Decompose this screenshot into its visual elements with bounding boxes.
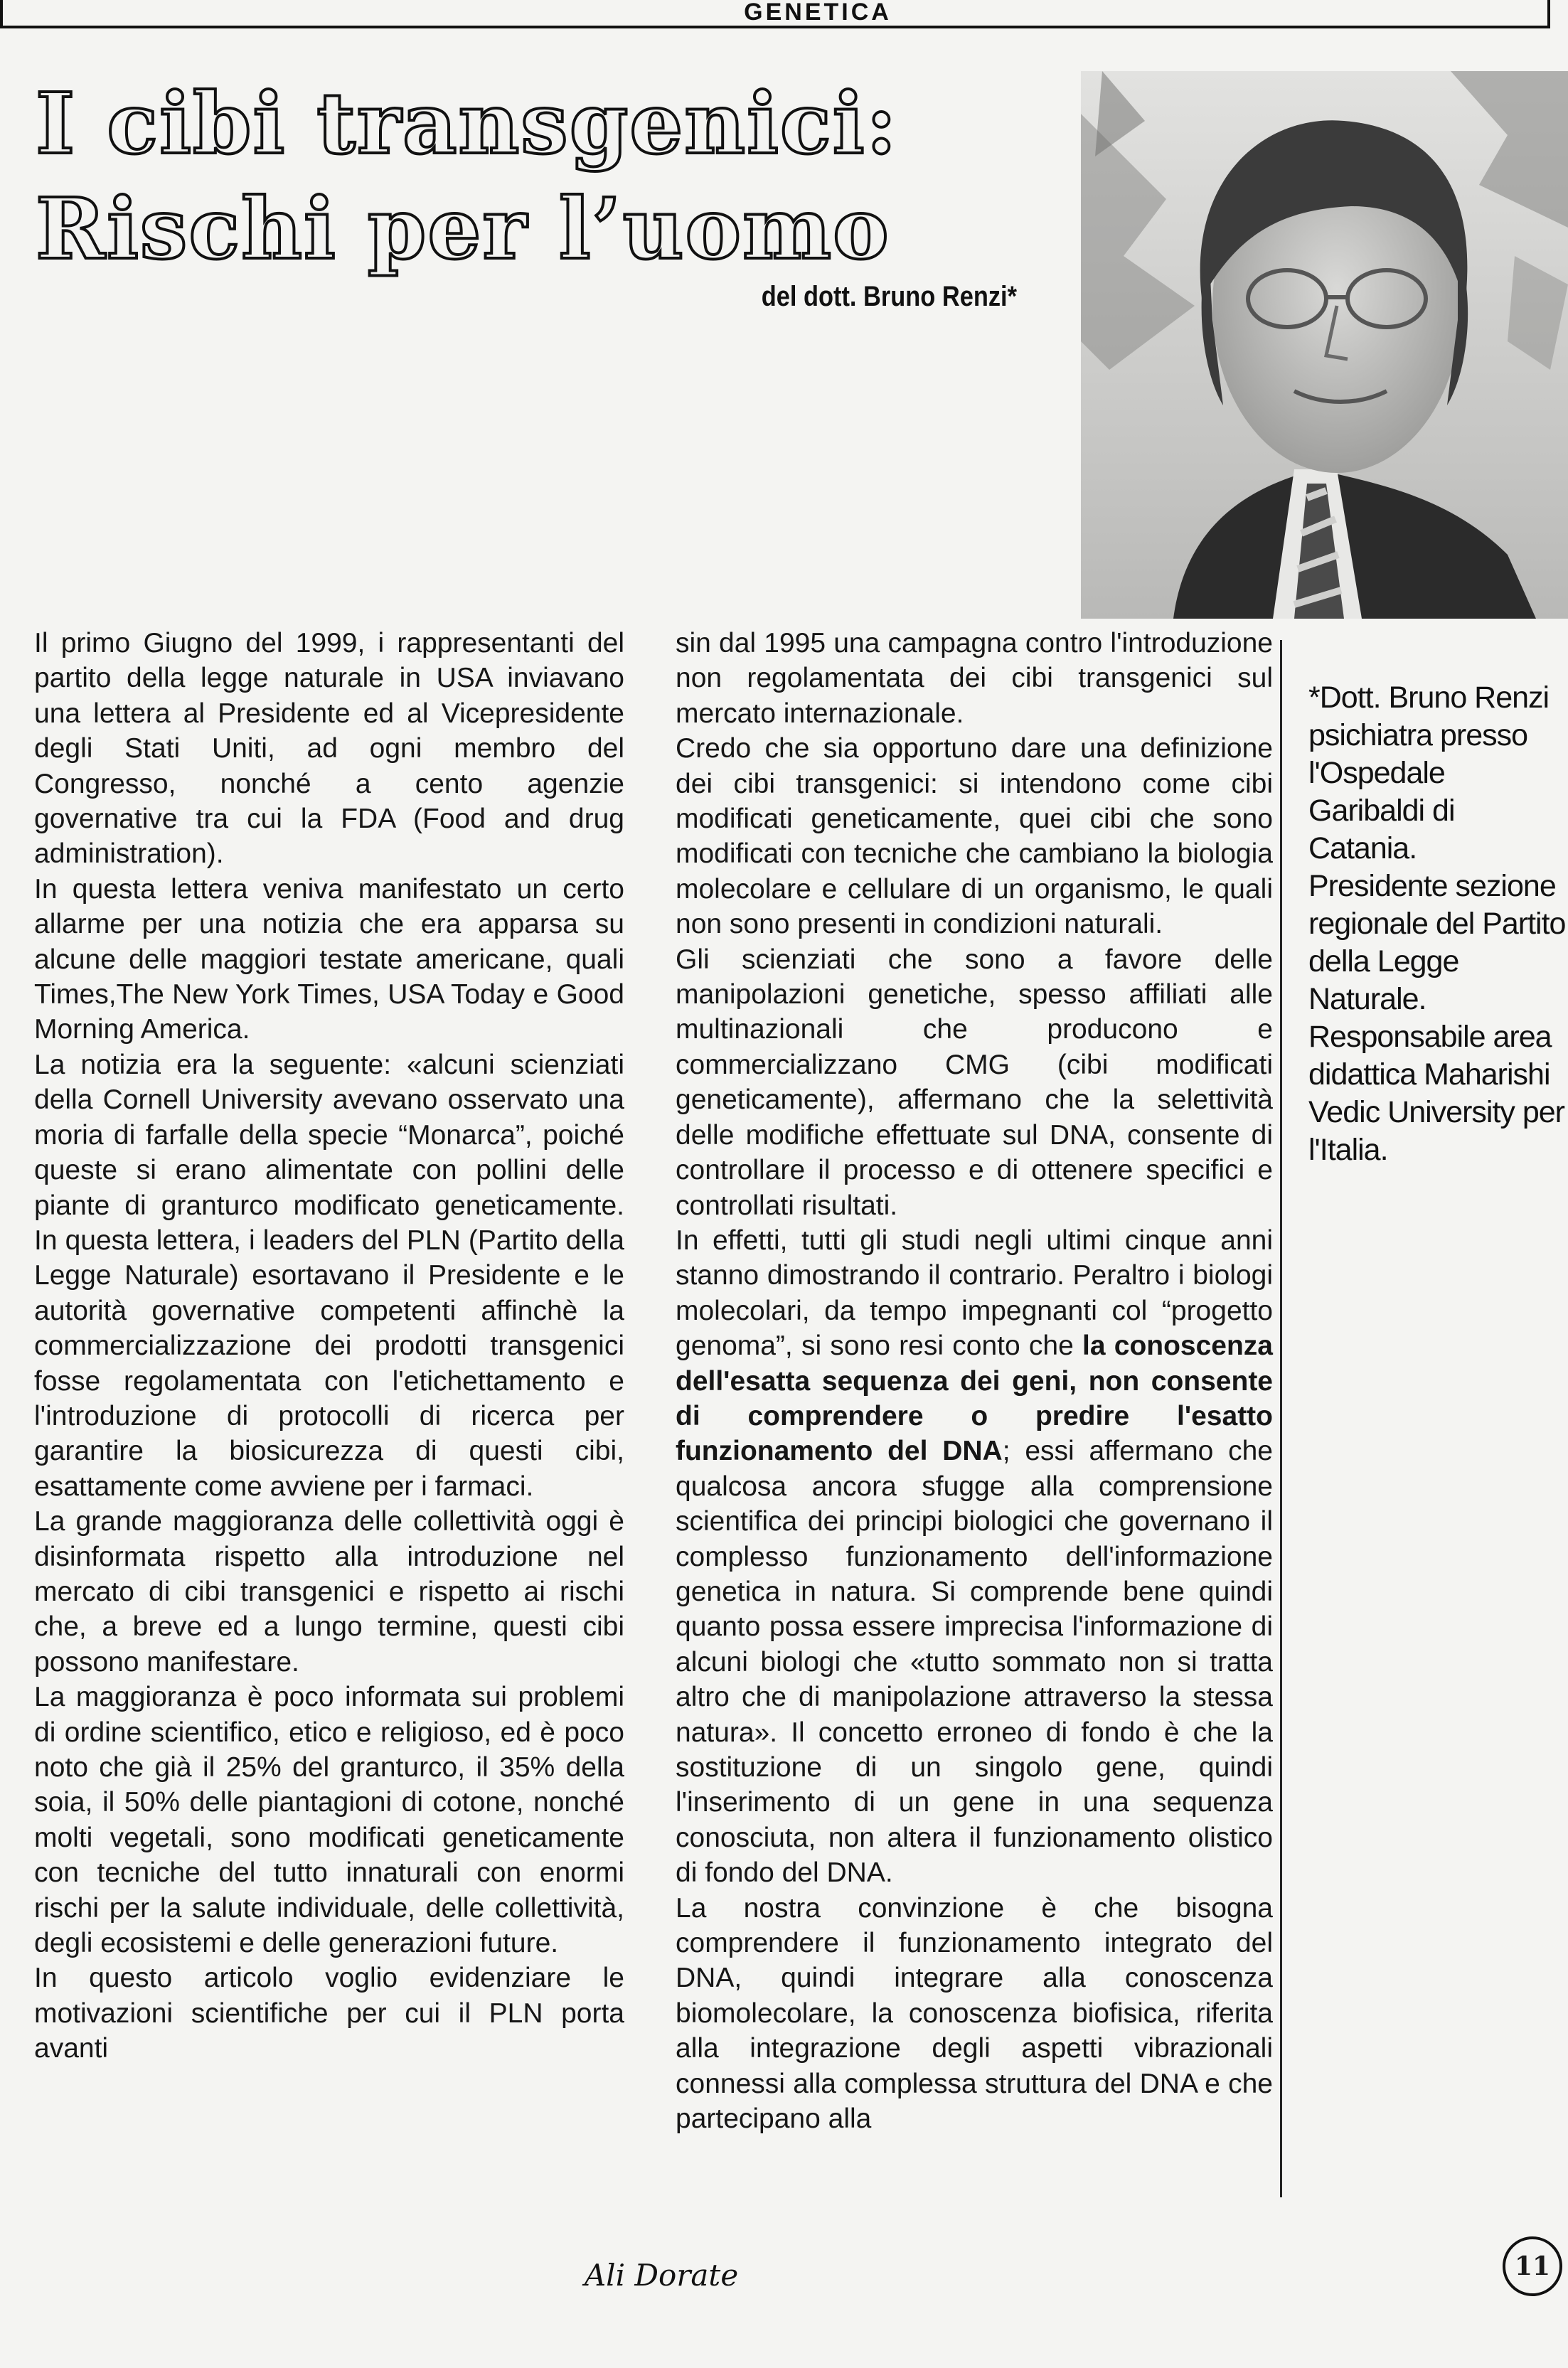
paragraph	[676, 1223, 1273, 1891]
author-note-line: Responsabile area didattica Maharishi Vedic University per l'Italia.	[1308, 1020, 1564, 1167]
paragraph: Gli scienziati che sono a favore delle manipolazioni genetiche, spesso affiliati alle multinazionali che producono e commercializzano CMG (cibi modificati geneticamente), affermano che la selettività delle modifiche effettuate sul DNA, consente di controllare il processo e di ottenere specifici e controllati risultati.	[676, 944, 1273, 1221]
paragraph: Credo che sia opportuno dare una definizione dei cibi transgenici: si intendono come cibi modificati geneticamente, quei cibi che sono modificati con tecniche che cambiano la biologia molecolare e cellulare di un organismo, le quali non sono presenti in condizioni naturali.	[676, 733, 1273, 940]
paragraph: In questo articolo voglio evidenziare le motivazioni scientifiche per cui il PLN porta avanti	[34, 1963, 624, 2064]
paragraph: Il primo Giugno del 1999, i rappresentanti del partito della legge naturale in USA inviavano una lettera al Presidente ed al Vicepresidente degli Stati Uniti, ad ogni membro del Congresso, nonché a cento agenzie governative tra cui la FDA (Food and drug administration).	[34, 628, 624, 870]
article-column-2	[676, 626, 1273, 2136]
paragraph: sin dal 1995 una campagna contro l'introduzione non regolamentata dei cibi transgenici sul mercato internazionale.	[676, 628, 1273, 729]
paragraph: La notizia era la seguente: «alcuni scienziati della Cornell University avevano osservato una moria di farfalle della specie “Monarca”, poiché queste si erano alimentate con pollini delle piante di granturco modificato geneticamente. In questa lettera, i leaders del PLN (Partito della Legge Naturale) esortavano il Presidente e le autorità governative competenti affinchè la commercializzazione dei prodotti transgenici fosse regolamentata con l'etichettamento e l'introduzione di protocolli di ricerca per garantire la biosicurezza di questi cibi, esattamente come avviene per i farmaci.	[34, 1049, 624, 1502]
paragraph: La grande maggioranza delle collettività oggi è disinformata rispetto alla introduzione nel mercato di cibi transgenici e rispetto ai rischi che, a breve ed a lungo termine, questi cibi possono manifestare.	[34, 1506, 624, 1678]
author-note-line: Presidente sezione regionale del Partito della Legge Naturale.	[1308, 869, 1566, 1016]
author-note	[1308, 679, 1568, 1169]
article-column-1	[34, 626, 624, 2066]
highlighted-statement: la conoscenza dell'esatta sequenza dei geni, non consente di comprendere o predire l'esatto funzionamento del DNA	[676, 1330, 1273, 1467]
paragraph-text: ; essi affermano che qualcosa ancora sfugge alla comprensione scientifica dei principi biologici che governano il complesso funzionamento dell'informazione genetica in natura. Si comprende bene quindi quanto possa essere imprecisa l'informazione di alcuni biologi che «tutto sommato non si tratta altro che di manipolazione attraverso la stessa natura». Il concetto erroneo di fondo è che la sostituzione di un singolo gene, quindi l'inserimento di un gene in una sequenza conosciuta, non altera il funzionamento olistico di fondo del DNA.	[676, 1436, 1273, 1889]
author-photo	[1081, 71, 1568, 619]
paragraph: In questa lettera veniva manifestato un certo allarme per una notizia che era apparsa su alcune delle maggiori testate americane, quali Times,The New York Times, USA Today e Good Morning America.	[34, 873, 624, 1045]
paragraph: La nostra convinzione è che bisogna comprendere il funzionamento integrato del DNA, quindi integrare alla conoscenza biomolecolare, la conoscenza biofisica, riferita alla integrazione degli aspetti vibrazionali connessi alla complessa struttura del DNA e che partecipano alla	[676, 1892, 1273, 2135]
author-note-line: *Dott. Bruno Renzi psichiatra presso l'Ospedale Garibaldi di Catania.	[1308, 681, 1550, 865]
article-title	[36, 71, 1031, 282]
paragraph-text: In effetti, tutti gli studi negli ultimi cinque anni stanno dimostrando il contrario. Peraltro i biologi molecolari, da tempo impegnanti col “progetto genoma”, si sono resi conto che	[676, 1225, 1273, 1362]
column-divider	[1280, 640, 1282, 2197]
title-line-1: I cibi transgenici:	[36, 74, 899, 173]
magazine-name: Ali Dorate	[584, 2258, 739, 2293]
paragraph: La maggioranza è poco informata sui problemi di ordine scientifico, etico e religioso, ed è poco noto che già il 25% del granturco, il 35% della soia, il 50% delle piantagioni di cotone, nonché molti vegetali, sono modificati geneticamente con tecniche del tutto innaturali con enormi rischi per la salute individuale, delle collettività, degli ecosistemi e delle generazioni future.	[34, 1682, 624, 1959]
section-label: GENETICA	[744, 0, 892, 26]
byline: del dott. Bruno Renzi*	[761, 281, 1017, 312]
title-line-2: Rischi per l’uomo	[36, 179, 890, 278]
page-number: 11	[1503, 2236, 1562, 2296]
